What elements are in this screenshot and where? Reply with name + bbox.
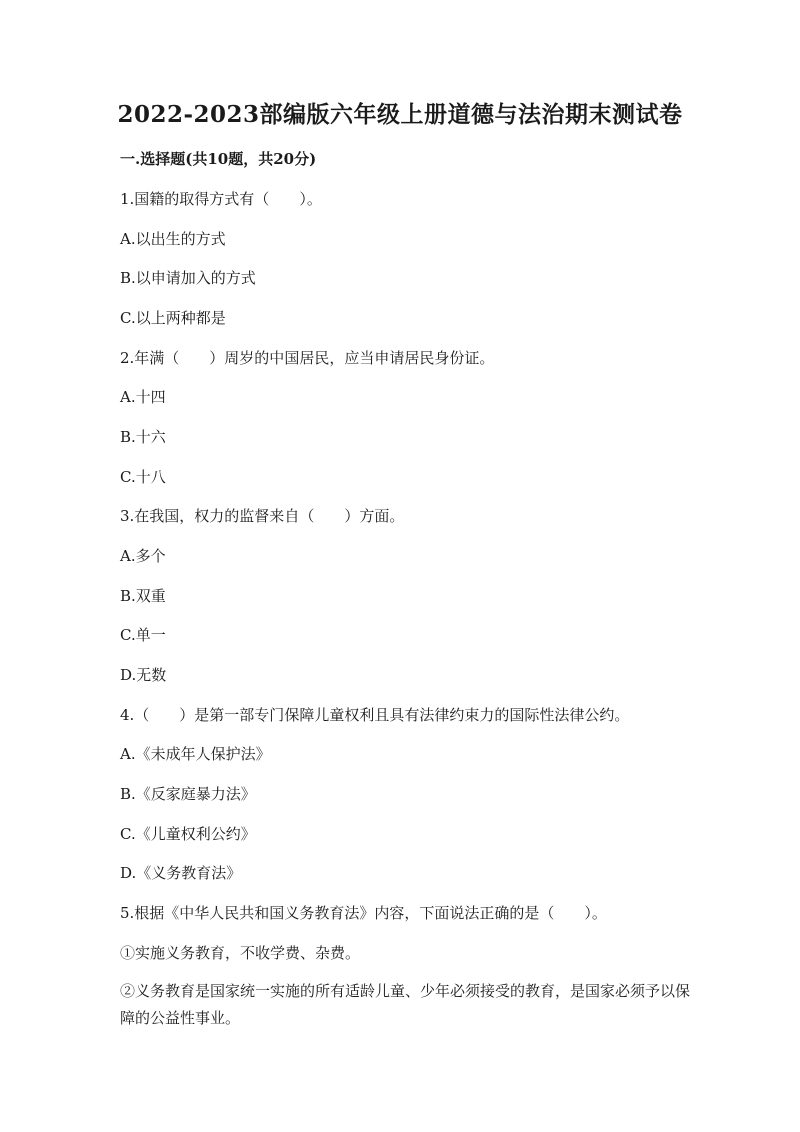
- question-2-option-a: A.十四: [120, 388, 166, 406]
- question-1-stem: 1.国籍的取得方式有（ ）。: [120, 190, 322, 208]
- question-5-statement-2: ②义务教育是国家统一实施的所有适龄儿童、少年必须接受的教育，是国家必须予以保障的公益性事业。: [120, 982, 691, 1027]
- question-2-option-c: C.十八: [120, 468, 166, 486]
- question-4-option-a: A.《未成年人保护法》: [120, 745, 271, 763]
- question-4-option-c: C.《儿童权利公约》: [120, 825, 256, 843]
- question-3-option-d: D.无数: [120, 666, 167, 684]
- question-3-option-b: B.双重: [120, 587, 166, 605]
- question-5-statement-1: ①实施义务教育，不收学费、杂费。: [120, 944, 361, 962]
- question-3-option-c: C.单一: [120, 626, 166, 644]
- question-1-option-c: C.以上两种都是: [120, 309, 226, 327]
- document-title: 2022-2023部编版六年级上册道德与法治期末测试卷: [117, 101, 683, 128]
- question-1-option-b: B.以申请加入的方式: [120, 269, 256, 287]
- section-heading: 一.选择题(共10题，共20分): [120, 150, 317, 168]
- question-2-stem: 2.年满（ ）周岁的中国居民，应当申请居民身份证。: [120, 349, 495, 367]
- question-1-option-a: A.以出生的方式: [120, 230, 226, 248]
- question-5-stem: 5.根据《中华人民共和国义务教育法》内容，下面说法正确的是（ ）。: [120, 904, 607, 922]
- question-4-option-d: D.《义务教育法》: [120, 864, 242, 882]
- question-2-option-b: B.十六: [120, 428, 166, 446]
- question-4-stem: 4.（ ）是第一部专门保障儿童权利且具有法律约束力的国际性法律公约。: [120, 706, 630, 724]
- question-4-option-b: B.《反家庭暴力法》: [120, 785, 256, 803]
- question-3-stem: 3.在我国，权力的监督来自（ ）方面。: [120, 507, 405, 525]
- question-3-option-a: A.多个: [120, 547, 166, 565]
